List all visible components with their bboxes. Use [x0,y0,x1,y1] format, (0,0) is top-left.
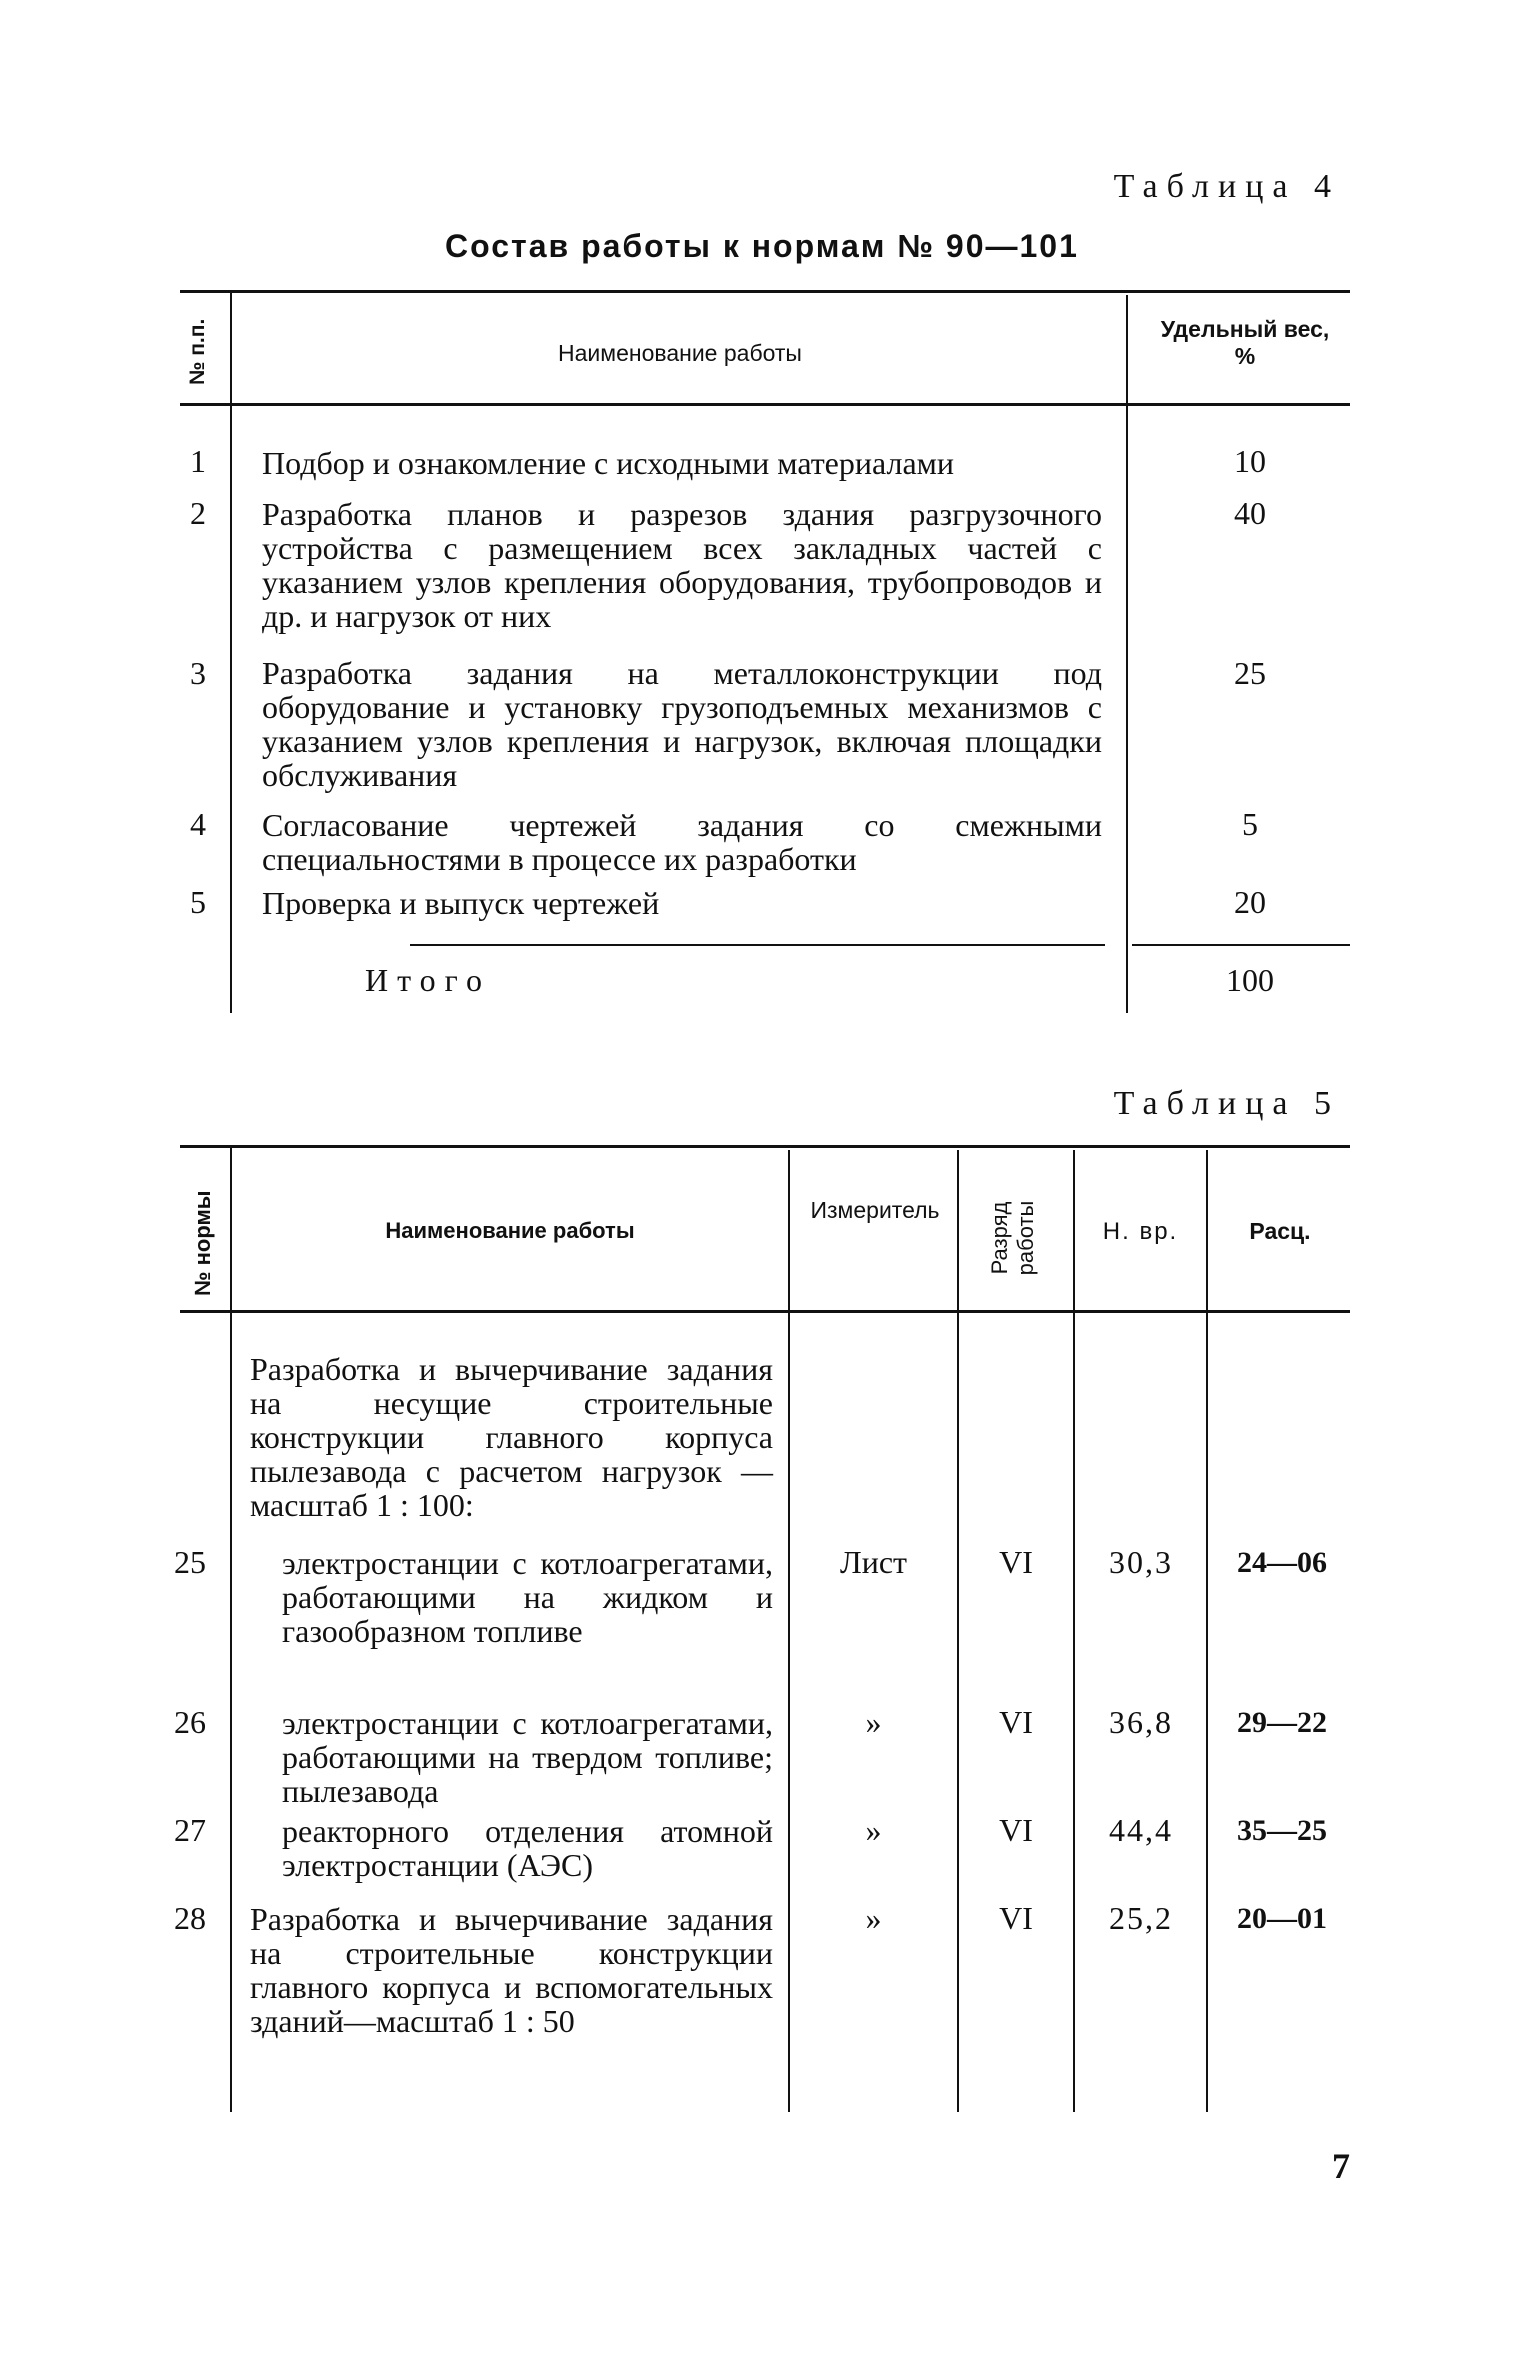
table4-title: Состав работы к нормам № 90—101 [445,228,1079,264]
table5-col-divider-1 [230,1148,232,2112]
table5-col-divider-4 [1073,1150,1075,2112]
table4-caption: Таблица 4 [1113,168,1340,205]
table5-header-rate: Расц. [1249,1218,1311,1244]
table5-row-27-unit: » [865,1812,882,1848]
table4-sum-rule-right [1132,944,1350,946]
table4-row-4-num: 4 [190,806,206,842]
table4-row-5-weight: 20 [1234,884,1266,920]
table4-row-4-text: Согласование чертежей задания со смежными специальностями в процессе их разработки [262,807,1102,877]
table5-header-num: № нормы [190,1190,215,1296]
table5-row-27-hours: 44,4 [1109,1812,1173,1848]
table5-col-divider-5 [1206,1150,1208,2112]
table5-row-28-hours: 25,2 [1109,1900,1173,1936]
table4-row-2-text: Разработка планов и разрезов здания разгрузочного устройства с размещением всех закладных частей с указанием узлов крепления оборудования, трубопроводов и др. и нагрузок от них [262,496,1102,634]
table5-row-26-text: электростанции с котлоагрегатами, работающими на твердом топливе; пылезавода [282,1705,773,1809]
table4-header-weight: Удельный вес, % [1160,316,1330,369]
table5-row-27-text: реакторного отделения атомной электростанции (АЭС) [282,1813,773,1883]
table4-row-3-text: Разработка задания на металлоконструкции под оборудование и установку грузоподъемных механизмов с указанием узлов крепления и нагрузок, включая площадки обслуживания [262,655,1102,793]
table4-total-value: 100 [1226,962,1274,998]
table5-row-25-num: 25 [174,1544,206,1580]
table5-row-26-grade: VI [999,1704,1033,1740]
table5-row-26-hours: 36,8 [1109,1704,1173,1740]
table5-row-25-unit: Лист [839,1544,907,1580]
table4-row-3-num: 3 [190,655,206,691]
table5-header-name: Наименование работы [385,1218,635,1243]
table5-row-26-rate: 29—22 [1237,1706,1327,1739]
table4-header-rule [180,403,1350,406]
table5-header-grade: Разряд работы [987,1200,1038,1276]
table5-top-rule [180,1145,1350,1148]
table5-row-25-hours: 30,3 [1109,1544,1173,1580]
table4-col-divider-2 [1126,295,1128,1013]
table5-row-28-grade: VI [999,1900,1033,1936]
page-number: 7 [1332,2146,1350,2186]
table5-row-28-unit: » [865,1900,882,1936]
table4-row-1-weight: 10 [1234,443,1266,479]
table5-row-27-rate: 35—25 [1237,1814,1327,1847]
table5-row-26-num: 26 [174,1704,206,1740]
table4-row-1-text: Подбор и ознакомление с исходными материалами [262,445,955,481]
table4-header-num: № п.п. [186,318,209,385]
table5-row-26-unit: » [865,1704,882,1740]
table4-header-name: Наименование работы [558,340,802,366]
table4-row-3-weight: 25 [1234,655,1266,691]
table5-row-25-text: электростанции с котлоагрегатами, работающими на жидком и газообразном топливе [282,1545,773,1649]
table4-sum-rule-left [410,944,1105,946]
table5-header-rule [180,1310,1350,1313]
table5-row-27-grade: VI [999,1812,1033,1848]
table4-row-2-num: 2 [190,495,206,531]
table5-caption: Таблица 5 [1113,1085,1340,1122]
table4-top-rule [180,290,1350,293]
table5-intro-text: Разработка и вычерчивание задания на несущие строительные конструкции главного корпуса пылезавода с расчетом нагрузок — масштаб 1 : 100: [250,1351,773,1523]
table5-row-25-grade: VI [999,1544,1033,1580]
table4-row-2-weight: 40 [1234,495,1266,531]
table5-header-hours: Н. вр. [1102,1218,1179,1245]
table5-row-28-num: 28 [174,1900,206,1936]
table4-row-5-text: Проверка и выпуск чертежей [262,885,660,921]
table5-row-27-num: 27 [174,1812,206,1848]
table5-row-28-text: Разработка и вычерчивание задания на строительные конструкции главного корпуса и вспомогательных зданий—масштаб 1 : 50 [250,1901,773,2039]
table5-row-25-rate: 24—06 [1237,1546,1327,1579]
table4-row-4-weight: 5 [1242,806,1258,842]
table4-row-5-num: 5 [190,884,206,920]
table5-header-unit: Измеритель [810,1197,940,1223]
table5-row-28-rate: 20—01 [1237,1902,1327,1935]
table4-col-divider-1 [230,290,232,1013]
table5-col-divider-3 [957,1150,959,2112]
table5-col-divider-2 [788,1150,790,2112]
table4-row-1-num: 1 [190,443,206,479]
table4-total-label: Итого [365,962,491,998]
